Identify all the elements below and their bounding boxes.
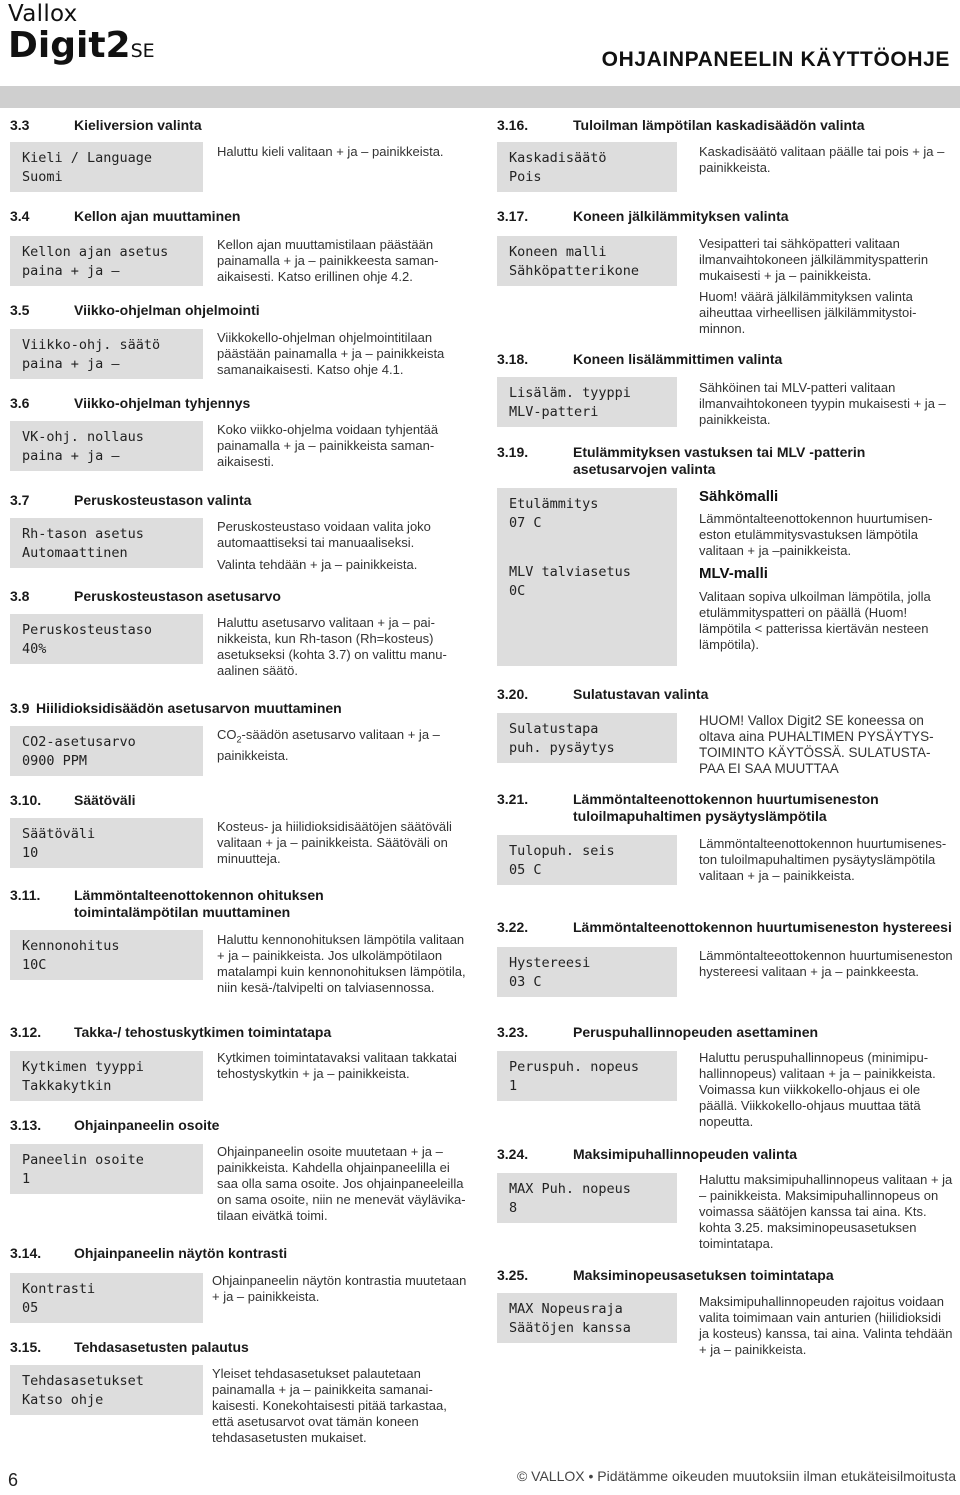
document-title: OHJAINPANEELIN KÄYTTÖOHJE: [601, 48, 950, 71]
lcd-display: VK-ohj. nollaus paina + ja –: [10, 421, 203, 471]
section-description: Lämmöntalteenottokennon huurtumiseneston etulämmitysvastuksen lämpötila valitaan + ja –painikkeista.: [699, 511, 933, 558]
section-description: Haluttu kieli valitaan + ja – painikkeista.: [217, 144, 444, 159]
lcd-display: Viikko-ohj. säätö paina + ja –: [10, 329, 203, 379]
section-description: Koko viikko-ohjelma voidaan tyhjentää painamalla + ja – painikkeista samanaikaisesti.: [217, 422, 439, 469]
model-name: Digit2SE: [8, 25, 155, 66]
lcd-display: Tehdasasetukset Katso ohje: [10, 1365, 203, 1415]
sub-heading: MLV-malli: [699, 565, 768, 582]
lcd-display: Kennonohitus 10C: [10, 930, 203, 980]
lcd-display: Hystereesi 03 C: [497, 947, 677, 997]
lcd-display: MAX Nopeusraja Säätöjen kanssa: [497, 1293, 677, 1343]
section-description: Ohjainpaneelin näytön kontrastia muutetaan + ja – painikkeista.: [212, 1273, 467, 1304]
section-description: Maksimipuhallinnopeuden rajoitus voidaan valita toimimaan vain anturien (hiilidioksidi ja kosteus) kanssa, tai aina. Valinta tehdään + ja – painikkeista.: [699, 1294, 953, 1357]
section-description: Haluttu kennonohituksen lämpötila valitaan + ja – painikkeista. Jos ulkolämpötilaon matalampi kuin kennonohituksen lämpötila, niin kesä-/talvipelti on talviasennossa.: [217, 932, 466, 995]
lcd-display: Säätöväli 10: [10, 818, 203, 868]
lcd-display: Lisäläm. tyyppi MLV-patteri: [497, 377, 677, 427]
section-description: Valitaan sopiva ulkoilman lämpötila, jolla etulämmityspatteri on päällä (Huom! lämpötila < patterissa kiertävän nesteen lämpötila).: [699, 589, 931, 652]
section-description: Sähköinen tai MLV-patteri valitaan ilmanvaihtokoneen tyypin mukaisesti + ja – painikkeista.: [699, 380, 946, 427]
section-description: Kellon ajan muuttamistilaan päästään painamalla + ja – painikkeesta samanaikaisesti. Katso erillinen ohje 4.2.: [217, 237, 439, 284]
page-number: 6: [8, 1470, 19, 1490]
copyright-footer: © VALLOX • Pidätämme oikeuden muutoksiin ilman etukäteisilmoitusta: [516, 1468, 956, 1484]
section-description: $CO_2$-säädön asetusarvo valitaan + ja – painikkeista.: [217, 727, 440, 763]
section-description: Haluttu maksimipuhallinnopeus valitaan + ja – painikkeista. Maksimipuhallinnopeus on voimassa säätöjen kanssa tai aina. Kts. kohta 3.25. maksiminopeusasetuksen toimintatapa.: [699, 1172, 953, 1251]
section-description: Kaskadisäätö valitaan päälle tai pois + ja – painikkeista.: [699, 144, 945, 175]
lcd-display: Paneelin osoite 1: [10, 1144, 203, 1194]
lcd-display: Tulopuh. seis 05 C: [497, 835, 677, 885]
lcd-display: Kieli / Language Suomi: [10, 142, 203, 192]
lcd-display: Koneen malli Sähköpatterikone: [497, 236, 677, 286]
section-description: Viikkokello-ohjelman ohjelmointitilaan päästään painamalla + ja – painikkeista samanaikaisesti. Katso ohje 4.1.: [217, 330, 445, 377]
section-description: Kosteus- ja hiilidioksidisäätöjen säätöväli valitaan + ja – painikkeista. Säätöväli on minuutteja.: [217, 819, 452, 866]
header-band: [0, 86, 960, 108]
section-description: Yleiset tehdasasetukset palautetaan painamalla + ja – painikkeita samanaikaisesti. Konekohtaisesti pitää tarkastaa, että asetusarvot ovat tämän koneen tehdasasetusten mukaiset.: [212, 1366, 447, 1445]
section-description: Kytkimen toimintatavaksi valitaan takkatai tehostyskytkin + ja – painikkeista.: [217, 1050, 457, 1081]
section-description: Lämmöntalteeottokennon huurtumiseneston hystereesi valitaan + ja – painkkeesta.: [699, 948, 953, 979]
section-description: Peruskosteustaso voidaan valita joko automaattiseksi tai manuaaliseksi. Valinta tehdään + ja – painikkeista.: [217, 519, 431, 572]
lcd-display: Sulatustapa puh. pysäytys: [497, 713, 677, 763]
lcd-display: Peruspuh. nopeus 1: [497, 1051, 677, 1101]
brand-name: Vallox: [8, 1, 78, 27]
lcd-display: Rh-tason asetus Automaattinen: [10, 518, 203, 568]
lcd-display: Kaskadisäätö Pois: [497, 142, 677, 192]
sub-heading: Sähkömalli: [699, 488, 779, 505]
warning-text: HUOM! Vallox Digit2 SE koneessa on oltava aina PUHALTIMEN PYSÄYTYSTOIMINTO KÄYTÖSSÄ. SULATUSTAPAA EI SAA MUUTTAA: [699, 713, 934, 776]
section-description: Lämmöntalteenottokennon huurtumiseneston tuloilmapuhaltimen pysäytyslämpötila valitaan + ja – painikkeista.: [699, 836, 947, 883]
lcd-display: Kontrasti 05: [10, 1273, 203, 1323]
section-description: Haluttu peruspuhallinnopeus (minimipuhallinnopeus) valitaan + ja – painikkeista. Voimassa kun viikkokello-ohjaus ei ole päällä. Viikkokello-ohjaus muuttaa tätä nopeutta.: [699, 1050, 936, 1129]
section-description: Haluttu asetusarvo valitaan + ja – painikkeista, kun Rh-tason (Rh=kosteus) asetukseksi (kohta 3.7) on valittu manuaalinen säätö.: [217, 615, 447, 678]
lcd-display: Peruskosteustaso 40%: [10, 614, 203, 664]
vallox-logo: [8, 2, 155, 71]
lcd-display: Kellon ajan asetus paina + ja –: [10, 236, 203, 286]
section-description: Ohjainpaneelin osoite muutetaan + ja – painikkeista. Kahdella ohjainpaneelilla ei saa olla sama osoite. Jos ohjainpaneeleilla on sama osoite, niin ne menevät väylävika-tilaan eivätkä toimi.: [217, 1144, 466, 1223]
section-description: Vesipatteri tai sähköpatteri valitaan ilmanvaihtokoneen jälkilämmityspatterin mukaisesti + ja – painikkeista. Huom! väärä jälkilämmityksen valinta aiheuttaa virheellisen jälkilämmitystoiminnon.: [699, 236, 929, 336]
lcd-display: MAX Puh. nopeus 8: [497, 1173, 677, 1223]
lcd-display: Etulämmitys 07 C MLV talviasetus 0C: [497, 488, 677, 666]
lcd-display: CO2-asetusarvo 0900 PPM: [10, 726, 203, 776]
lcd-display: Kytkimen tyyppi Takkakytkin: [10, 1051, 203, 1101]
